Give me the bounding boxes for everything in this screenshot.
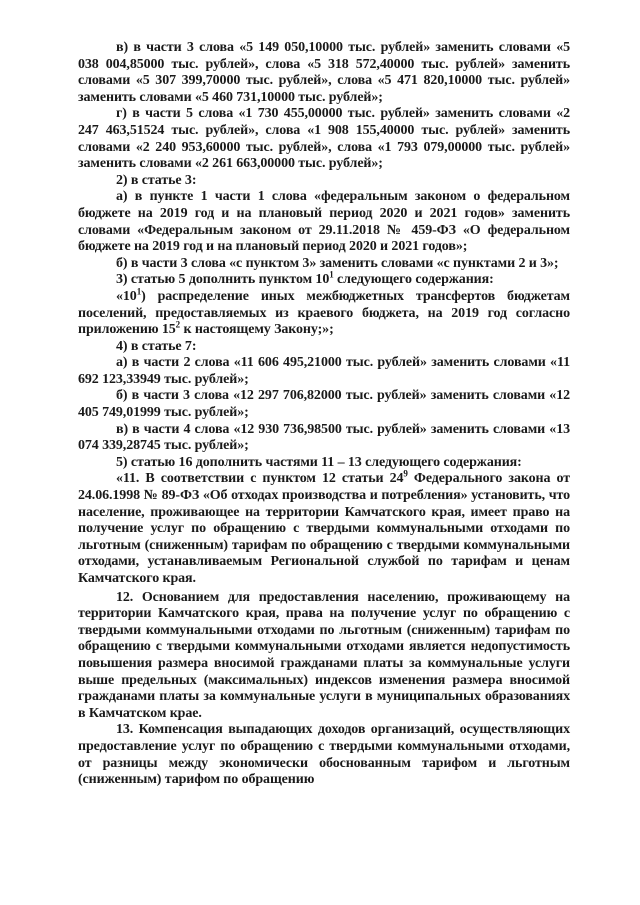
- paragraph-article3: 2) в статье 3:: [116, 172, 197, 188]
- superscript: 1: [136, 286, 142, 297]
- paragraph-article3-b: б) в части 3 слова «с пунктом 3» заменить словами «с пунктами 2 и 3»;: [116, 255, 559, 271]
- paragraph-point10-1: [78, 286, 570, 339]
- paragraph-article5: [78, 269, 570, 289]
- document-page: [78, 40, 570, 789]
- paragraph-article7-v: в) в части 4 слова «12 930 736,98500 тыс. рублей» заменить словами «13 074 339,28745 тыс. рублей»;: [78, 421, 570, 454]
- superscript: 9: [403, 468, 408, 479]
- text-part: Федерального закона от 24.06.1998 № 89-ФЗ «Об отходах производства и потребления» установить, что население, проживающее на территории Камчатского края, имеет право на получение услуг по обращению с твердыми коммунальными отходами по льготным (сниженным) тарифам по обращению с твердыми коммунальными отходами, устанавливаемым Региональной службой по тарифам и ценам Камчатского края.: [78, 471, 570, 586]
- paragraph-article16: 5) статью 16 дополнить частями 11 – 13 следующего содержания:: [116, 454, 522, 470]
- text-part: ) распределение иных межбюджетных трансфертов бюджетам поселений, предоставляемых из краевого бюджета, на 2019 год согласно приложению 15: [78, 288, 570, 338]
- paragraph-3v: в) в части 3 слова «5 149 050,10000 тыс. рублей» заменить словами «5 038 004,85000 тыс. рублей», слова «5 318 572,40000 тыс. рублей» заменить словами «5 307 399,70000 тыс. рублей», слова «5 471 820,10000 тыс. рублей» заменить словами «5 460 731,10000 тыс. рублей»;: [78, 40, 570, 105]
- text-part: к настоящему Закону;»;: [180, 322, 334, 338]
- text-part: «10: [116, 288, 137, 304]
- text-part: «11. В соответствии с пунктом 12 статьи 24: [116, 471, 404, 487]
- paragraph-part11: [78, 468, 570, 587]
- text-part: 3) статью 5 дополнить пунктом 10: [116, 272, 330, 288]
- paragraph-part13: 13. Компенсация выпадающих доходов организаций, осуществляющих предоставление услуг по обращению с твердыми коммунальными отходами, от разницы между экономически обоснованным тарифом и льготным (сниженным) тарифом по обращению: [78, 722, 570, 788]
- paragraph-part12: 12. Основанием для предоставления населению, проживающему на территории Камчатского края, права на получение услуг по обращению с твердыми коммунальными отходами по льготным (сниженным) тарифам по обращению с твердыми коммунальными отходами является недопустимость повышения размера вносимой гражданами платы за коммунальные услуги выше предельных (максимальных) индексов изменения размера вносимой гражданами платы за коммунальные услуги в муниципальных образованиях в Камчатском крае.: [78, 589, 570, 721]
- paragraph-article7: 4) в статье 7:: [116, 338, 197, 354]
- paragraph-article7-b: б) в части 3 слова «12 297 706,82000 тыс. рублей» заменить словами «12 405 749,01999 тыс. рублей»;: [78, 388, 570, 421]
- paragraph-article7-a: а) в части 2 слова «11 606 495,21000 тыс. рублей» заменить словами «11 692 123,33949 тыс. рублей»;: [78, 355, 570, 387]
- text-part: следующего содержания:: [333, 272, 494, 288]
- paragraph-article3-a: а) в пункте 1 части 1 слова «федеральным законом о федеральном бюджете на 2019 год и на плановый период 2020 и 2021 годов» заменить словами «Федеральным законом от 29.11.2018 № 459-ФЗ «О федеральном бюджете на 2019 год и на плановый период 2020 и 2021 годов»;: [78, 189, 570, 255]
- paragraph-3g: г) в части 5 слова «1 730 455,00000 тыс. рублей» заменить словами «2 247 463,51524 тыс. рублей», слова «1 908 155,40000 тыс. рублей» заменить словами «2 240 953,60000 тыс. рублей», слова «1 793 079,00000 тыс. рублей» заменить словами «2 261 663,00000 тыс. рублей»;: [78, 106, 570, 172]
- superscript: 1: [329, 269, 334, 280]
- superscript: 2: [175, 319, 181, 330]
